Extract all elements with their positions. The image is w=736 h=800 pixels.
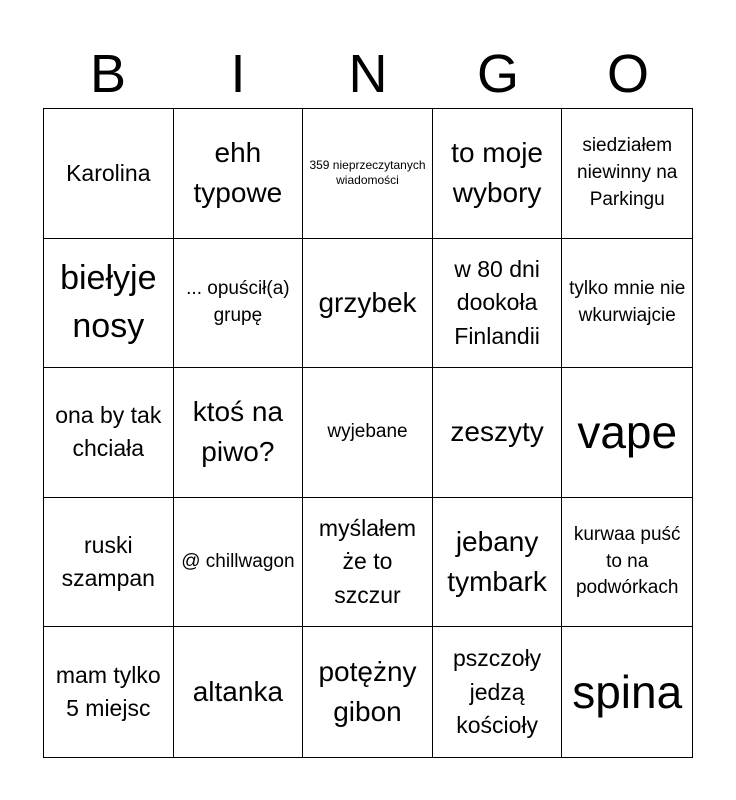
bingo-cell-r2-c5[interactable]: [562, 239, 692, 369]
cell-text: vape: [577, 405, 678, 458]
bingo-cell-r5-c3[interactable]: [303, 627, 433, 757]
cell-text: tylko mnie nie wkurwiajcie: [569, 278, 686, 326]
cell-text: biełyje nosy: [60, 259, 157, 345]
cell-text: ... opuścił(a) grupę: [186, 278, 290, 326]
bingo-cell-r5-c4[interactable]: [433, 627, 563, 757]
bingo-header: [43, 40, 693, 108]
cell-text: wyjebane: [327, 421, 408, 443]
cell-text: altanka: [192, 675, 284, 707]
bingo-cell-r1-c2[interactable]: [174, 109, 304, 239]
cell-text: to moje wybory: [451, 136, 543, 209]
bingo-cell-r1-c3[interactable]: [303, 109, 433, 239]
bingo-cell-r5-c5[interactable]: [562, 627, 692, 757]
cell-text: jebany tymbark: [447, 525, 547, 598]
bingo-board: [43, 108, 693, 758]
cell-text: potężny gibon: [318, 655, 417, 728]
cell-text: w 80 dni dookoła Finlandii: [454, 255, 540, 349]
bingo-cell-r3-c5[interactable]: [562, 368, 692, 498]
cell-text: grzybek: [318, 286, 417, 318]
bingo-cell-r3-c4[interactable]: [433, 368, 563, 498]
cell-text: pszczoły jedzą kościoły: [452, 645, 542, 738]
cell-text: zeszyty: [450, 416, 544, 448]
cell-text: myślałem że to szczur: [318, 515, 417, 608]
cell-text: kurwaa puść to na podwórkach: [573, 524, 681, 599]
bingo-cell-r1-c4[interactable]: [433, 109, 563, 239]
bingo-cell-r4-c1[interactable]: [44, 498, 174, 628]
bingo-cell-r4-c2[interactable]: [174, 498, 304, 628]
bingo-cell-r3-c3[interactable]: [303, 368, 433, 498]
cell-text: spina: [572, 665, 683, 718]
cell-text: Karolina: [66, 159, 151, 186]
header-letter-o: O: [606, 44, 649, 104]
cell-text: ona by tak chciała: [55, 402, 162, 462]
bingo-cell-r4-c3[interactable]: [303, 498, 433, 628]
bingo-cell-r2-c3[interactable]: [303, 239, 433, 369]
header-letter-g: G: [476, 44, 519, 104]
bingo-cell-r2-c4[interactable]: [433, 239, 563, 369]
cell-text: siedziałem niewinny na Parkingu: [577, 135, 678, 210]
cell-text: ruski szampan: [61, 531, 155, 592]
bingo-cell-r3-c2[interactable]: [174, 368, 304, 498]
bingo-cell-r1-c5[interactable]: [562, 109, 692, 239]
bingo-cell-r5-c2[interactable]: [174, 627, 304, 757]
header-letter-b: B: [89, 44, 127, 104]
bingo-cell-r3-c1[interactable]: [44, 368, 174, 498]
bingo-cell-r2-c1[interactable]: [44, 239, 174, 369]
cell-text: ktoś na piwo?: [192, 395, 284, 468]
bingo-cell-r1-c1[interactable]: [44, 109, 174, 239]
cell-text: @ chillwagon: [181, 550, 295, 572]
cell-text: ehh typowe: [193, 136, 283, 209]
cell-text: mam tylko 5 miejsc: [55, 661, 161, 722]
bingo-cell-r5-c1[interactable]: [44, 627, 174, 757]
cell-text: 359 nieprzeczytanych wiadomości: [309, 157, 426, 188]
bingo-cell-r4-c4[interactable]: [433, 498, 563, 628]
header-letter-i: I: [230, 44, 246, 104]
bingo-cell-r4-c5[interactable]: [562, 498, 692, 628]
header-letter-n: N: [348, 44, 388, 104]
bingo-cell-r2-c2[interactable]: [174, 239, 304, 369]
